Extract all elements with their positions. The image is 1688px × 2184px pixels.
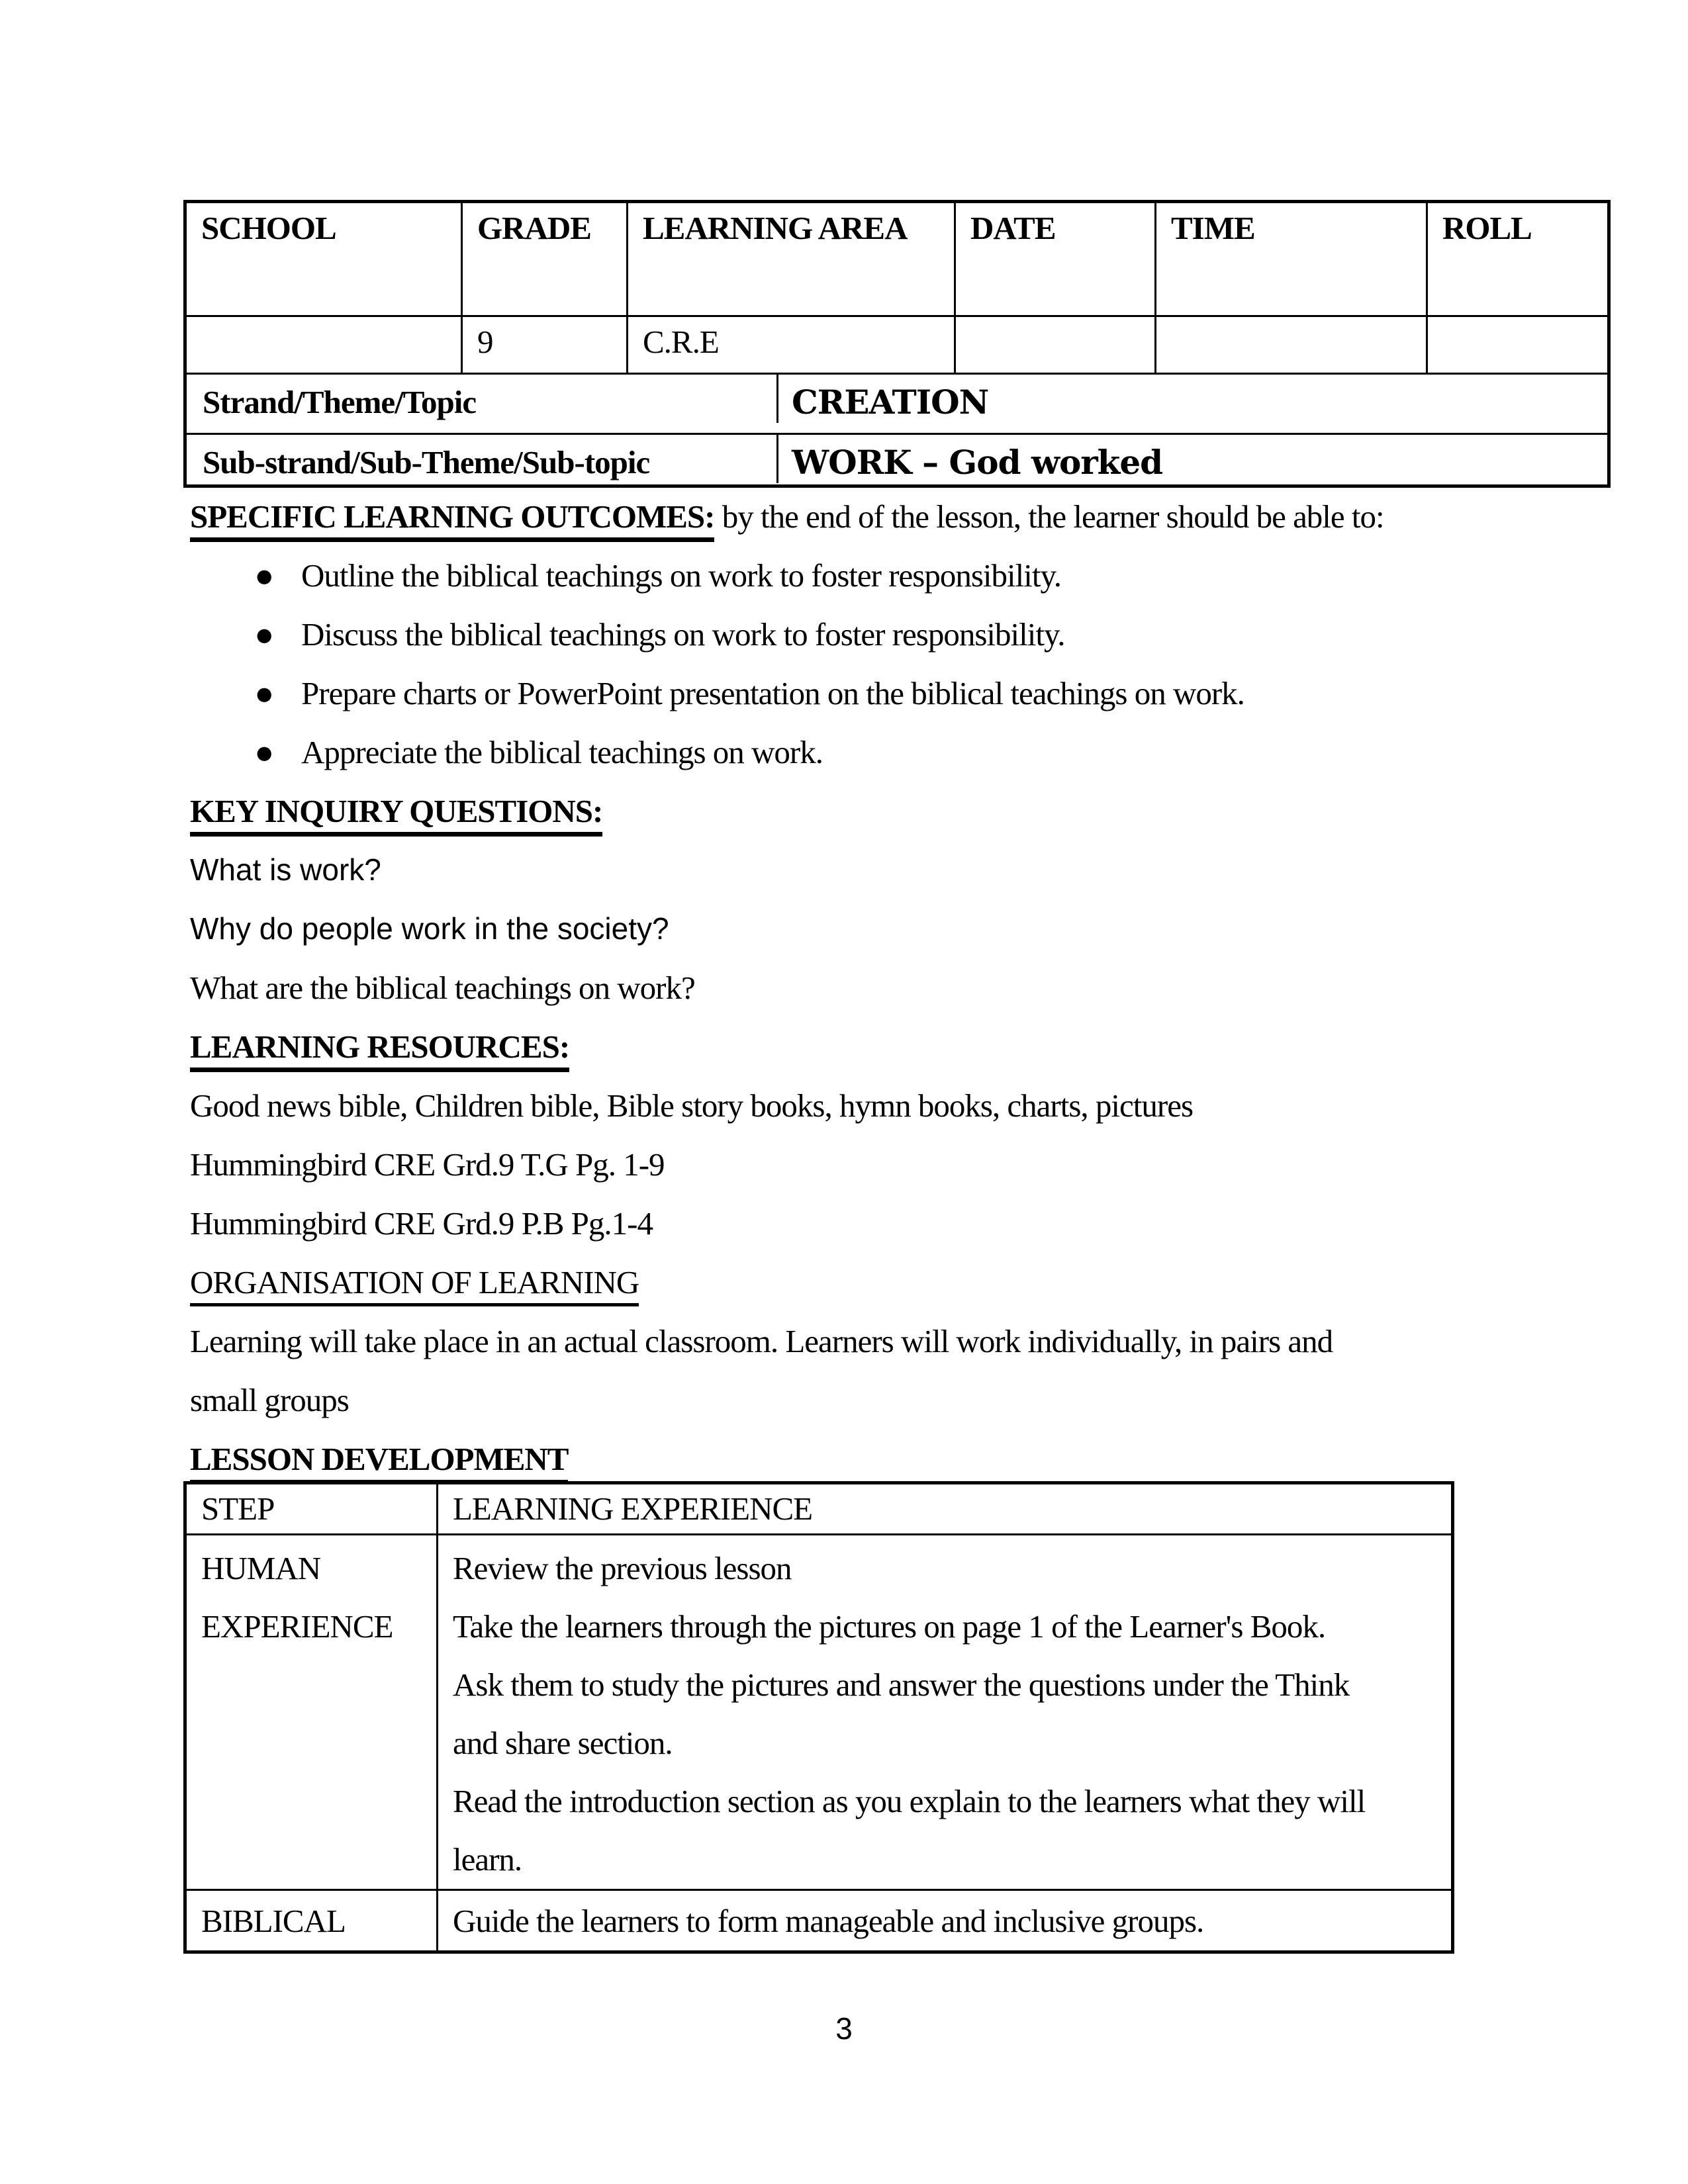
experience-line: and share section.: [453, 1725, 673, 1761]
organisation-line: small groups: [190, 1382, 349, 1418]
lesson-table-header-row: [185, 1483, 1453, 1535]
step-line: BIBLICAL: [201, 1903, 346, 1939]
step-line: EXPERIENCE: [201, 1608, 393, 1645]
learning-area-header-cell: LEARNING AREA: [628, 202, 955, 316]
substrand-value: WORK – God worked: [792, 443, 1163, 482]
inquiry-heading: KEY INQUIRY QUESTIONS:: [190, 792, 602, 837]
lesson-development-heading: LESSON DEVELOPMENT: [190, 1440, 568, 1484]
organisation-heading-line: [190, 1253, 1633, 1312]
resources-heading-line: [190, 1017, 1633, 1076]
experience-line: learn.: [453, 1841, 522, 1878]
strand-row: [185, 374, 1609, 434]
experience-cell-human-experience: [438, 1535, 1453, 1890]
outcome-bullet-item: ● Appreciate the biblical teachings on work.: [190, 723, 1633, 782]
roll-value-cell: [1427, 316, 1609, 374]
strand-value: CREATION: [792, 383, 989, 422]
step-cell-biblical: [185, 1890, 438, 1952]
inquiry-questions-serif: [190, 958, 1633, 1017]
inquiry-heading-line: [190, 782, 1633, 841]
inquiry-questions-sans: [190, 841, 1633, 958]
school-value-cell: [185, 316, 462, 374]
experience-header-cell: LEARNING EXPERIENCE: [438, 1483, 1453, 1535]
biblical-row: [185, 1890, 1453, 1952]
outcomes-heading-suffix: by the end of the lesson, the learner should be able to:: [714, 498, 1384, 535]
roll-header-cell: ROLL: [1427, 202, 1609, 316]
page-number: 3: [835, 2011, 853, 2046]
organisation-heading: ORGANISATION OF LEARNING: [190, 1263, 639, 1306]
date-value-cell: [955, 316, 1156, 374]
resource-line: Good news bible, Children bible, Bible story books, hymn books, charts, pictures: [190, 1087, 1194, 1124]
outcome-bullet-item: ● Prepare charts or PowerPoint presentation on the biblical teachings on work.: [190, 664, 1633, 723]
outcomes-bullet-list: [190, 546, 1633, 782]
step-line: HUMAN: [201, 1550, 321, 1586]
experience-line: Take the learners through the pictures on page 1 of the Learner's Book.: [453, 1608, 1326, 1645]
lesson-development-table: [183, 1481, 1454, 1954]
experience-line: Ask them to study the pictures and answer the questions under the Think: [453, 1666, 1350, 1703]
resource-line: Hummingbird CRE Grd.9 P.B Pg.1-4: [190, 1205, 653, 1242]
time-value-cell: [1156, 316, 1427, 374]
resources-lines: [190, 1076, 1633, 1253]
grade-header-cell: GRADE: [462, 202, 628, 316]
substrand-row: [185, 434, 1609, 486]
substrand-cell: [185, 434, 1609, 486]
step-cell-human-experience: [185, 1535, 438, 1890]
time-header-cell: TIME: [1156, 202, 1427, 316]
experience-line: Read the introduction section as you explain to the learners what they will: [453, 1783, 1366, 1819]
info-values-row: [185, 316, 1609, 374]
experience-line: Guide the learners to form manageable and inclusive groups.: [453, 1903, 1204, 1939]
info-header-row: [185, 202, 1609, 316]
outcomes-heading-line: [190, 487, 1633, 546]
experience-cell-biblical: [438, 1890, 1453, 1952]
inquiry-question: What is work?: [190, 852, 381, 887]
lesson-info-table: [183, 200, 1611, 488]
grade-value-cell: 9: [462, 316, 628, 374]
outcomes-heading: SPECIFIC LEARNING OUTCOMES:: [190, 498, 714, 542]
strand-label: Strand/Theme/Topic: [203, 384, 477, 420]
resources-heading: LEARNING RESOURCES:: [190, 1028, 569, 1072]
inquiry-question: What are the biblical teachings on work?: [190, 970, 695, 1006]
school-header-cell: SCHOOL: [185, 202, 462, 316]
organisation-lines: [190, 1312, 1633, 1430]
lesson-development-heading-line: [190, 1430, 1633, 1488]
inquiry-question: Why do people work in the society?: [190, 911, 669, 946]
learning-area-value-cell: C.R.E: [628, 316, 955, 374]
date-header-cell: DATE: [955, 202, 1156, 316]
human-experience-row: [185, 1535, 1453, 1890]
substrand-label: Sub-strand/Sub-Theme/Sub-topic: [203, 444, 650, 480]
outcome-bullet-item: ● Discuss the biblical teachings on work to foster responsibility.: [190, 605, 1633, 664]
resource-line: Hummingbird CRE Grd.9 T.G Pg. 1-9: [190, 1146, 665, 1183]
strand-cell: [185, 374, 1609, 434]
document-body: [190, 487, 1633, 1488]
step-header-cell: STEP: [185, 1483, 438, 1535]
outcome-bullet-item: ● Outline the biblical teachings on work to foster responsibility.: [190, 546, 1633, 605]
organisation-line: Learning will take place in an actual classroom. Learners will work individually, in pairs and: [190, 1323, 1333, 1359]
experience-line: Review the previous lesson: [453, 1550, 792, 1586]
